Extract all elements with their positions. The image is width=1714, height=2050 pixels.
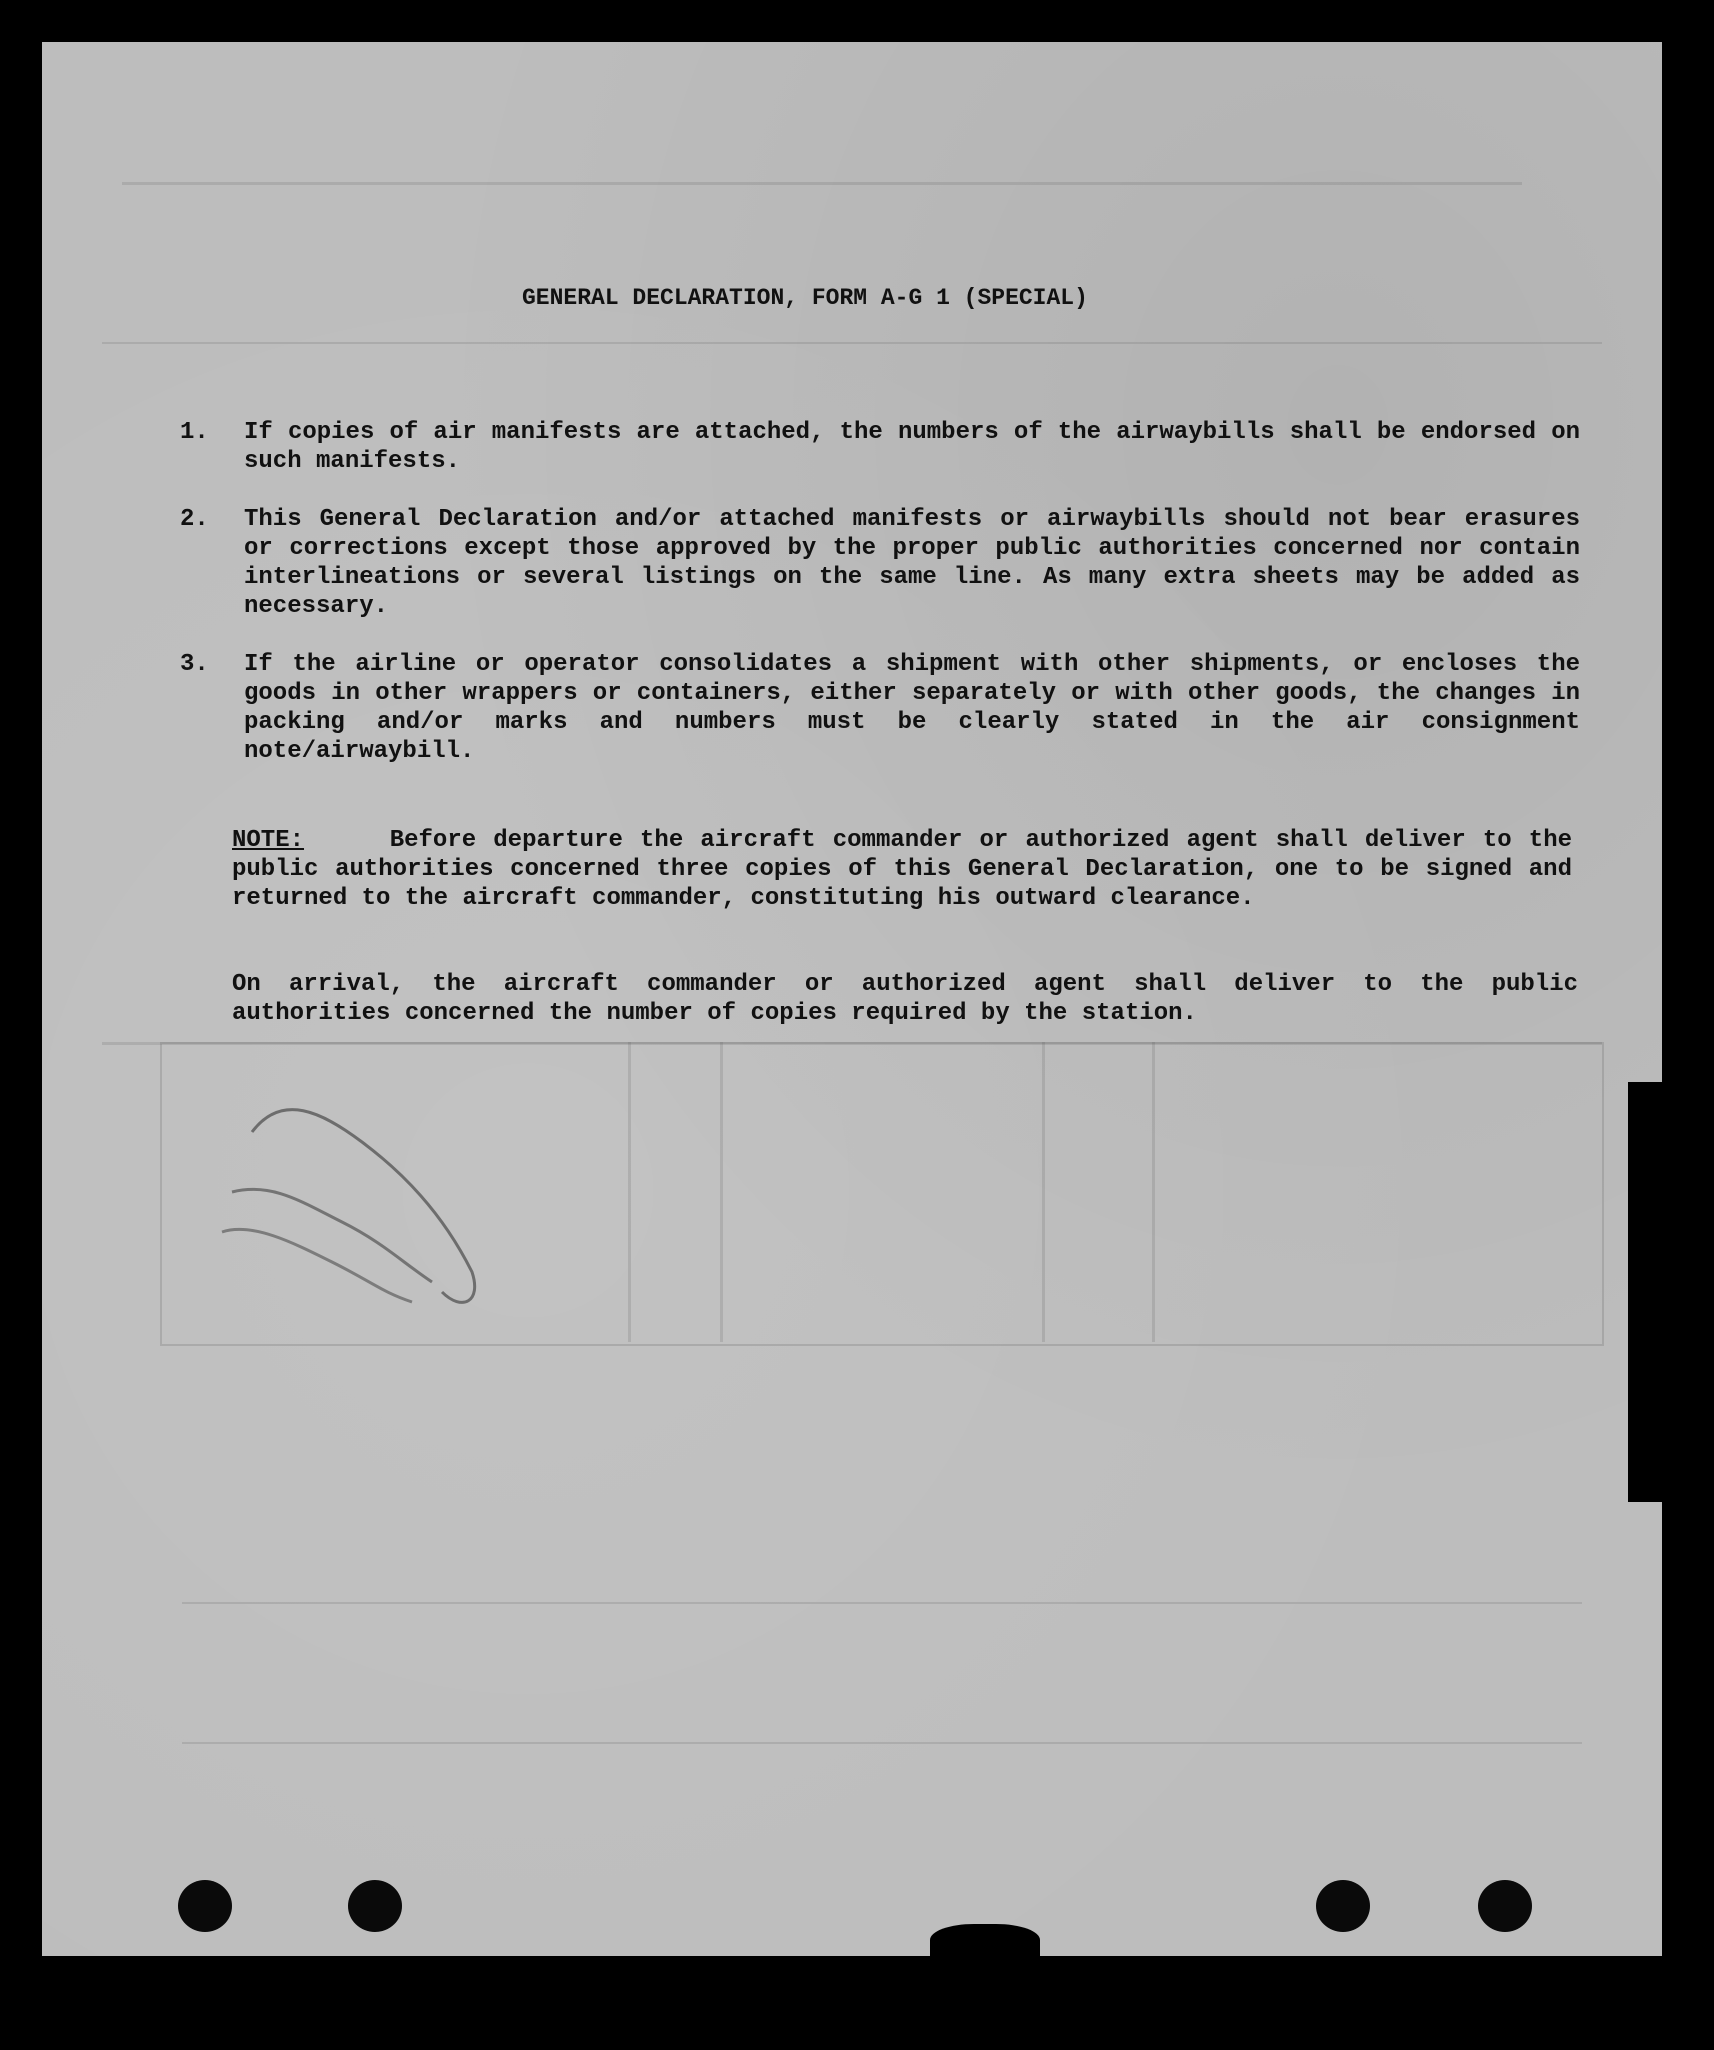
note-text: Before departure the aircraft commander or authorized agent shall deliver to the public authorities concerned three copies of this General Declaration, one to be signed and returned to the aircraft commander, constituting his outward clearance. — [232, 827, 1573, 912]
torn-edge — [930, 1924, 1040, 1956]
bleed-line — [122, 182, 1522, 185]
bleed-line — [182, 1742, 1582, 1744]
torn-edge — [1628, 1082, 1662, 1502]
punch-hole — [348, 1880, 402, 1932]
item-number: 3. — [180, 651, 209, 678]
list-item — [180, 650, 1580, 766]
document-page — [42, 42, 1662, 1956]
punch-hole — [1316, 1880, 1370, 1932]
bleed-line — [720, 1042, 723, 1342]
bleed-line — [1152, 1042, 1155, 1342]
bleed-line — [628, 1042, 631, 1342]
list-item — [180, 418, 1580, 476]
bleed-line — [1042, 1042, 1045, 1342]
item-number: 1. — [180, 419, 209, 446]
punch-hole — [178, 1880, 232, 1932]
page-title: GENERAL DECLARATION, FORM A-G 1 (SPECIAL) — [522, 285, 1088, 311]
arrival-paragraph: On arrival, the aircraft commander or authorized agent shall deliver to the public authorities concerned the number of copies required by the station. — [232, 971, 1578, 1027]
list-item — [180, 505, 1580, 621]
item-text: If the airline or operator consolidates a shipment with other shipments, or encloses the goods in other wrappers or containers, either separately or with other goods, the changes in packing and/or marks and numbers must be clearly stated in the air consignment note/airwaybill. — [244, 651, 1580, 765]
handwritten-annotation — [212, 1072, 542, 1322]
item-text: This General Declaration and/or attached manifests or airwaybills should not bear erasures or corrections except those approved by the proper public authorities concerned nor contain interlineations or several listings on the same line. As many extra sheets may be added as necessary. — [244, 506, 1580, 620]
item-number: 2. — [180, 506, 209, 533]
note-paragraph — [232, 826, 1572, 913]
punch-hole — [1478, 1880, 1532, 1932]
item-text: If copies of air manifests are attached, the numbers of the airwaybills shall be endorsed on such manifests. — [244, 419, 1580, 475]
bleed-line — [182, 1602, 1582, 1604]
note-label: NOTE: — [232, 827, 305, 854]
bleed-line — [102, 342, 1602, 344]
